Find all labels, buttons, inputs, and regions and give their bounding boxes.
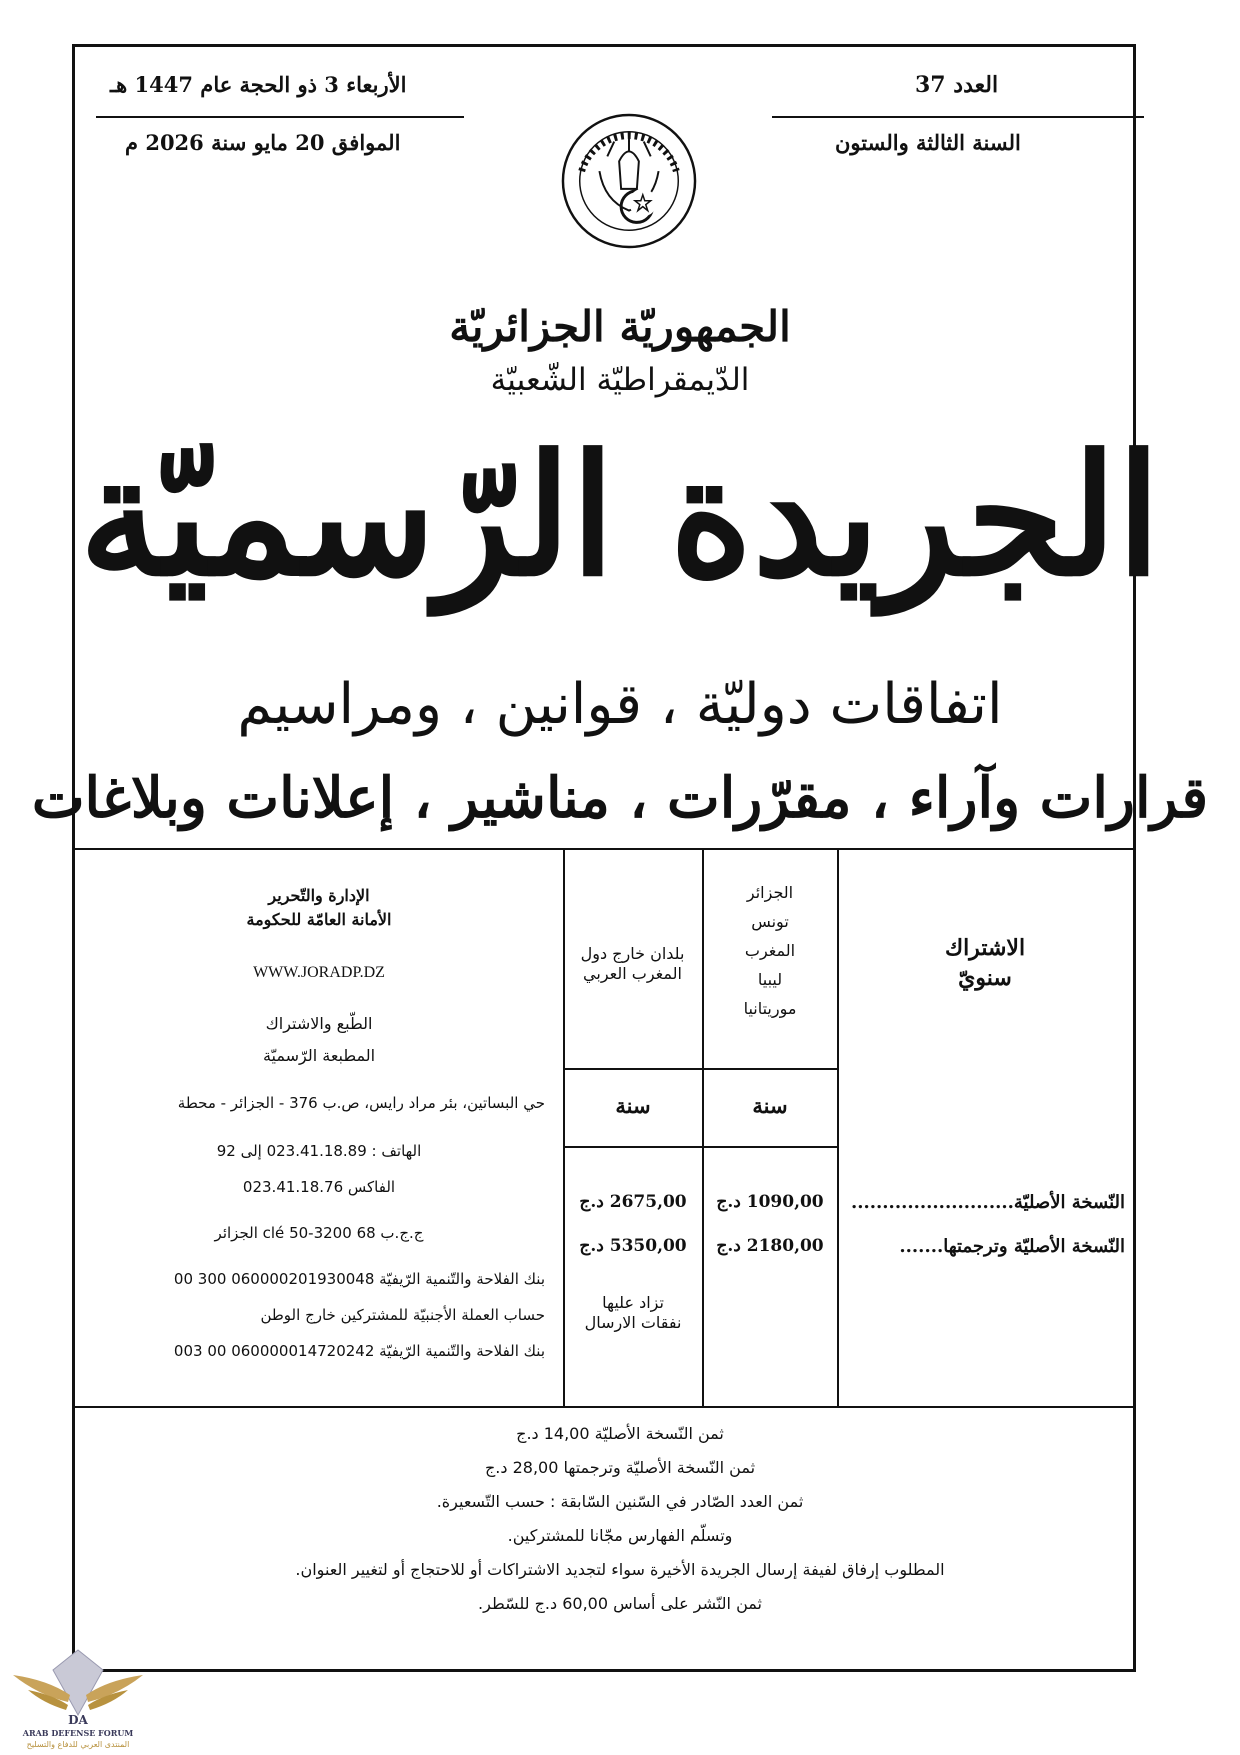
logo-name-arabic: المنتدى العربي للدفاع والتسليح [26,1740,130,1749]
price-other-original [567,1192,699,1212]
row-label-translated: النّسخة الأصليّة وترجمتها....... [899,1236,1125,1257]
table-bottom-rule [75,1406,1133,1408]
state-seal-icon [560,112,698,250]
price-value: 2675,00 [609,1192,687,1212]
hijri-date: الأربعاء 3 ذو الحجة عام 1447 هـ [110,72,407,97]
forum-logo-icon [8,1640,148,1750]
republic-qualifier: الدّيمقراطيّة الشّعبيّة [490,362,750,398]
price-maghreb-translated [707,1236,833,1256]
price-other-translated [567,1236,699,1256]
country-item: تونس [751,912,789,931]
bank-account-1: بنك الفلاحة والتّنمية الرّيفيّة 060000201930048 300 00 [173,1270,545,1288]
issue-number: العدد 37 [915,72,999,98]
bank-account-2: بنك الفلاحة والتّنمية الرّيفيّة 060000014720242 00 003 [173,1342,545,1360]
country-item: موريتانيا [743,999,797,1018]
table-top-rule [75,848,1133,850]
footer-line: ثمن النّشر على أساس 60,00 د.ج للسّطر. [478,1594,762,1613]
price-maghreb-original [707,1192,833,1212]
currency: د.ج [579,1192,604,1212]
foreign-account-label: حساب العملة الأجنبيّة للمشتركين خارج الوطن [260,1306,545,1324]
price-value: 5350,00 [609,1236,687,1256]
footer-line: المطلوب إرفاق لفيفة إرسال الجريدة الأخيرة سواء لتجديد الاشتراكات أو للاحتجاج أو لتغيير العنوان. [295,1560,945,1579]
subscription-heading-line1: الاشتراك [944,935,1026,961]
country-item: ليبيا [757,970,783,989]
currency: د.ج [716,1192,741,1212]
header-rule-right [772,116,1144,118]
subscription-table [75,848,1133,1408]
subtitle-line-1: اتفاقات دوليّة ، قوانين ، ومراسيم [237,672,1003,737]
country-item: المغرب [744,941,796,960]
col-divider [837,848,839,1406]
price-value: 2180,00 [746,1236,824,1256]
shipping-note [567,1293,699,1333]
address: حي البساتين، بئر مراد رايس، ص.ب 376 - الجزائر - محطة [177,1094,545,1112]
other-countries: بلدان خارج دول المغرب العربي [580,944,685,983]
price-value: 1090,00 [746,1192,824,1212]
row-divider [563,1146,837,1148]
row-divider [563,1068,837,1070]
gregorian-date: الموافق 20 مايو سنة 2026 م [125,130,401,155]
currency: د.ج [579,1236,604,1256]
footer-line: ثمن النّسخة الأصليّة وترجمتها 28,00 د.ج [484,1458,756,1477]
period-label-other: سنة [615,1093,651,1118]
republic-name: الجمهوريّة الجزائريّة [449,302,791,351]
printing-label: الطّبع والاشتراك [265,1014,373,1033]
col-divider [702,848,704,1406]
header-rule-left [96,116,464,118]
ccp-account: ج.ج.ب 68 3200-50 clé الجزائر [214,1224,424,1242]
maghreb-countries [705,878,835,1023]
shipping-note-line1: تزاد عليها [602,1293,664,1312]
footer-line: ثمن النّسخة الأصليّة 14,00 د.ج [516,1424,724,1443]
currency: د.ج [716,1236,741,1256]
row-label-original: النّسخة الأصليّة.......................... [850,1192,1125,1213]
logo-mark: DA [68,1713,88,1727]
col-divider [563,848,565,1406]
footer-line: ثمن العدد الصّادر في السّنين السّابقة : حسب التّسعيرة. [436,1492,804,1511]
admin-org: الأمانة العامّة للحكومة [246,910,392,929]
year-label: السنة الثالثة والستون [835,130,1021,155]
phone: الهاتف : 023.41.18.89 إلى 92 [216,1142,422,1160]
subtitle-line-2: قرارات وآراء ، مقرّرات ، مناشير ، إعلانات وبلاغات [31,765,1209,831]
website-link[interactable]: WWW.JORADP.DZ [253,964,385,981]
country-item: الجزائر [746,883,794,902]
fax: الفاكس 023.41.18.76 [242,1178,396,1196]
masthead-title: الجريدة الرّسميّة [79,419,1161,614]
shipping-note-line2: نفقات الارسال [584,1313,682,1332]
logo-name: ARAB DEFENSE FORUM [22,1728,134,1738]
footer-line: وتسلّم الفهارس مجّانا للمشتركين. [507,1526,733,1545]
subscription-heading [885,933,1085,993]
subscription-heading-line2: سنويّ [958,965,1012,991]
press-label: المطبعة الرّسميّة [262,1046,376,1065]
period-label-maghreb: سنة [752,1093,788,1118]
admin-title: الإدارة والتّحرير [268,886,370,905]
